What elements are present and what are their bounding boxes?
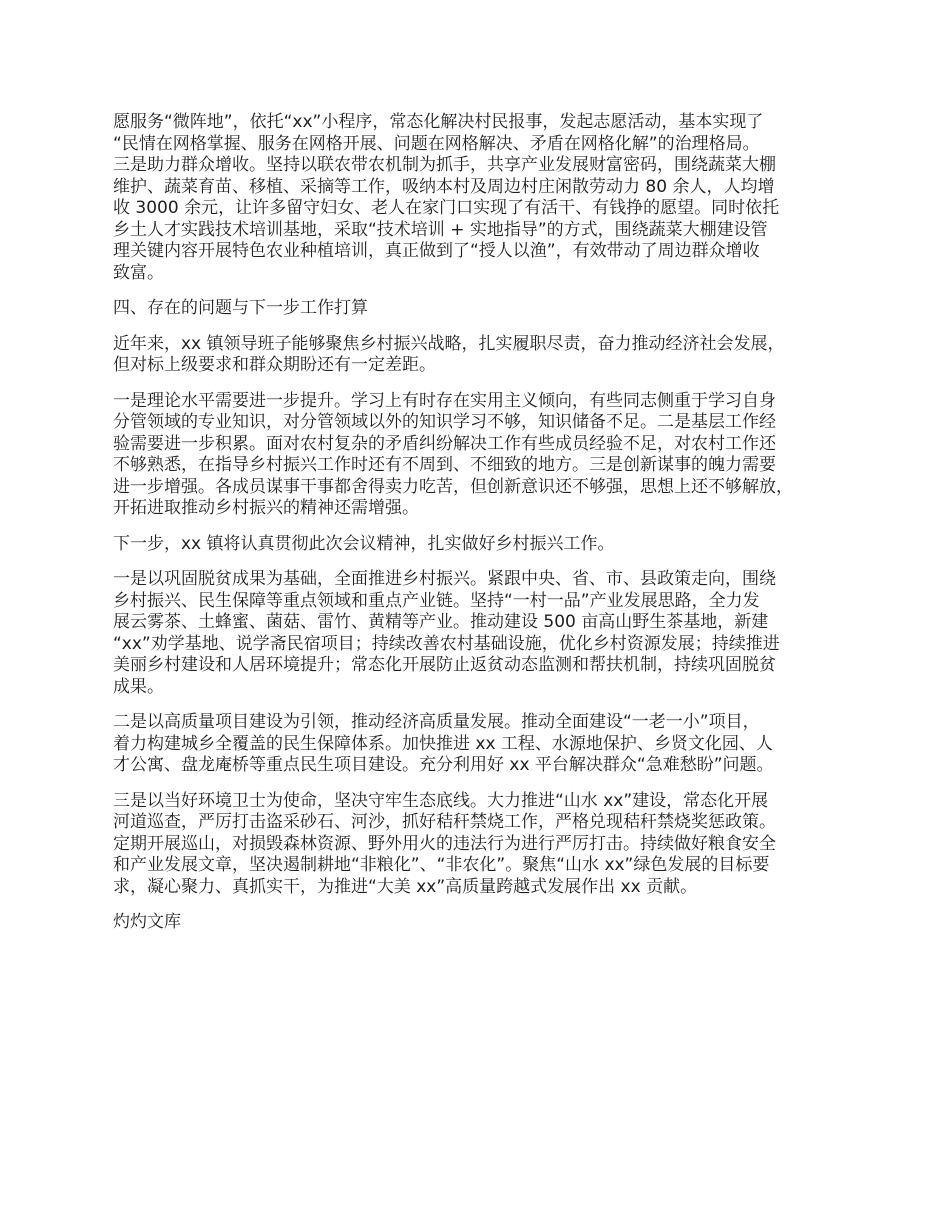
paragraph-problems: 一是理论水平需要进一步提升。学习上有时存在实用主义倾向，有些同志侧重于学习自身 分管领域的专业知识，对分管领域以外的知识学习不够，知识储备不足。二是基层工作经 验需要进一步积累。面对农村复杂的矛盾纠纷解决工作有些成员经验不足，对农村工作还 不够熟悉，在指导乡村振兴工作时还有不周到、不细致的地方。三是创新谋事的魄力需要 进一步增强。各成员谋事干事都舍得卖力吃苦，但创新意识还不够强，思想上还不够解放， 开拓进取推动乡村振兴的精神还需增强。 xyxy=(113,390,793,518)
paragraph-volunteer-service: 愿服务“微阵地”，依托“xx”小程序，常态化解决村民报事，发起志愿活动，基本实现了 “民情在网格掌握、服务在网格开展、问题在网格解决、矛盾在网格化解”的治理格局。 三是助力群众增收。坚持以联农带农机制为抓手，共享产业发展财富密码，围绕蔬菜大棚 维护、蔬菜育苗、移植、采摘等工作，吸纳本村及周边村庄闲散劳动力 80 余人，人均增 收 3000 余元，让许多留守妇女、老人在家门口实现了有活干、有钱挣的愿望。同时依托 乡土人才实践技术培训基地，采取“技术培训 + 实地指导”的方式，围绕蔬菜大棚建设管 理关键内容开展特色农业种植培训，真正做到了“授人以渔”，有效带动了周边群众增收 致富。 xyxy=(113,112,780,283)
section-heading-problems-next-steps: 四、存在的问题与下一步工作打算 xyxy=(113,298,368,318)
paragraph-plan-two: 二是以高质量项目建设为引领，推动经济高质量发展。推动全面建设“一老一小”项目， 着力构建城乡全覆盖的民生保障体系。加快推进 xx 工程、水源地保护、乡贤文化园、人 才公寓、盘龙庵桥等重点民生项目建设。充分利用好 xx 平台解决群众“急难愁盼”问题。 xyxy=(113,712,774,775)
paragraph-next-step: 下一步，xx 镇将认真贯彻此次会议精神，扎实做好乡村振兴工作。 xyxy=(113,533,615,554)
paragraph-plan-three: 三是以当好环境卫士为使命，坚决守牢生态底线。大力推进“山水 xx”建设，常态化开展 河道巡查，严厉打击盗采砂石、河沙，抓好秸秆禁烧工作，严格兑现秸秆禁烧奖惩政策。 定期开展巡山，对损毁森林资源、野外用火的违法行为进行严厉打击。持续做好粮食安全 和产业发展文章，坚决遏制耕地“非粮化”、“非农化”。聚焦“山水 xx”绿色发展的目标要 求，凝心聚力、真抓实干，为推进“大美 xx”高质量跨越式发展作出 xx 贡献。 xyxy=(113,790,776,897)
paragraph-plan-one: 一是以巩固脱贫成果为基础，全面推进乡村振兴。紧跟中央、省、市、县政策走向，围绕 乡村振兴、民生保障等重点领域和重点产业链。坚持“一村一品”产业发展思路，全力发 展云雾茶、土蜂蜜、菌菇、雷竹、黄精等产业。推动建设 500 亩高山野生茶基地，新建 “xx”劝学基地、说学斋民宿项目；持续改善农村基础设施，优化乡村资源发展；持续推进 美丽乡村建设和人居环境提升；常态化开展防止返贫动态监测和帮扶机制，持续巩固脱贫 成果。 xyxy=(113,569,780,697)
paragraph-recent-years: 近年来，xx 镇领导班子能够聚焦乡村振兴战略，扎实履职尽责，奋力推动经济社会发展， 但对标上级要求和群众期盼还有一定差距。 xyxy=(113,333,785,375)
source-label: 灼灼文库 xyxy=(113,912,181,932)
document-body xyxy=(113,112,858,934)
